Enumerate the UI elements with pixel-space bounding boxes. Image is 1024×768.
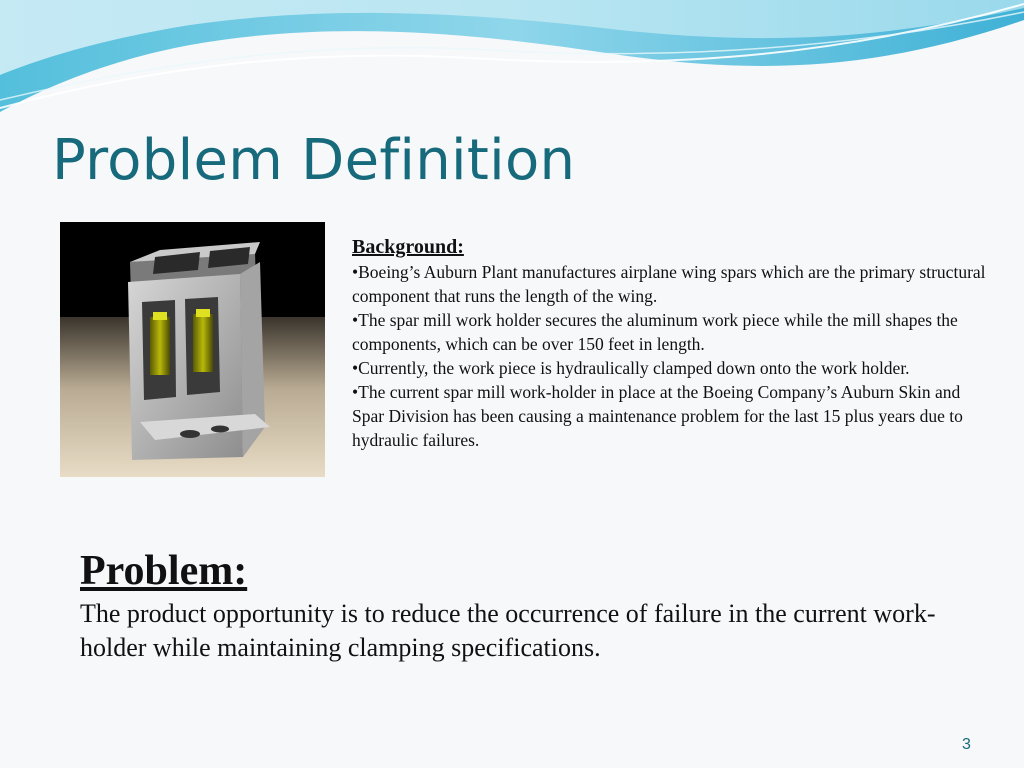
background-section [352,234,992,452]
header-wave-decoration [0,0,1024,120]
background-bullet-1: •Boeing’s Auburn Plant manufactures airplane wing spars which are the primary structural component that runs the length of the wing. [352,262,986,306]
background-bullet-4: •The current spar mill work-holder in place at the Boeing Company’s Auburn Skin and Spar Division has been causing a maintenance problem for the last 15 plus years due to hydraulic failures. [352,382,963,450]
problem-section [80,545,960,665]
background-bullet-2: •The spar mill work holder secures the aluminum work piece while the mill shapes the components, which can be over 150 feet in length. [352,310,958,354]
background-bullet-3: •Currently, the work piece is hydraulically clamped down onto the work holder. [352,358,910,378]
background-heading: Background: [352,236,464,258]
problem-statement: The product opportunity is to reduce the occurrence of failure in the current work-holder while maintaining clamping specifications. [80,599,936,662]
page-number: 3 [962,736,971,753]
problem-heading: Problem: [80,548,248,594]
slide-title: Problem Definition [52,128,576,193]
work-holder-render-image [60,222,325,477]
